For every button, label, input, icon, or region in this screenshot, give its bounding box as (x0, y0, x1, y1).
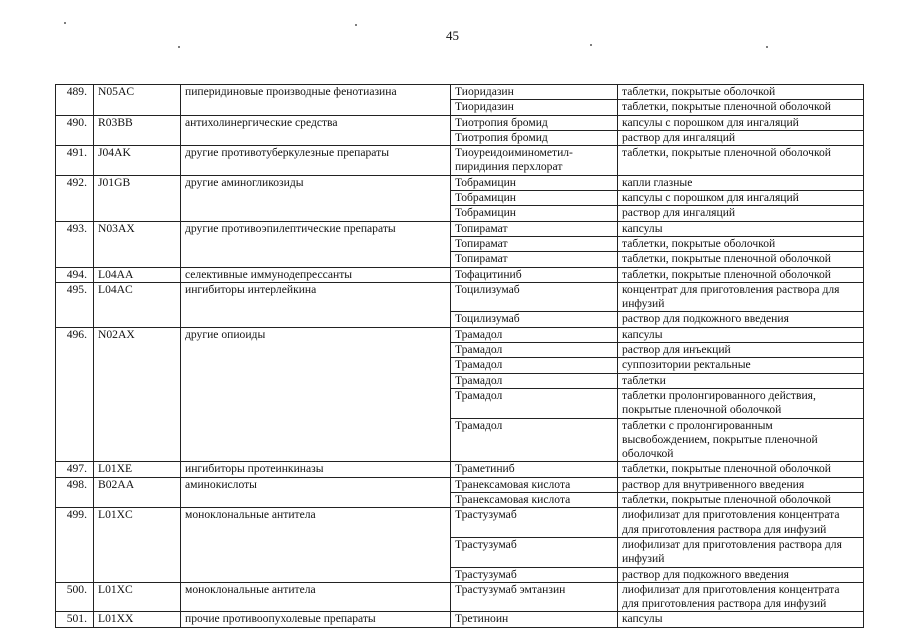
drug-name: Топирамат (451, 236, 618, 251)
dosage-form: капсулы (618, 221, 864, 236)
dosage-form: таблетки пролонгированного действия, покрытые пленочной оболочкой (618, 388, 864, 418)
dosage-form: капли глазные (618, 175, 864, 190)
drug-name: Транексамовая кислота (451, 493, 618, 508)
row-number: 501. (56, 612, 94, 627)
drug-name: Тобрамицин (451, 191, 618, 206)
atc-code: L01XC (94, 582, 181, 612)
table-row (56, 221, 864, 236)
drug-name: Трамадол (451, 373, 618, 388)
table-row (56, 582, 864, 612)
dosage-form: таблетки, покрытые пленочной оболочкой (618, 146, 864, 176)
pharmacological-group: селективные иммунодепрессанты (181, 267, 451, 282)
medicines-table-body (56, 85, 864, 628)
row-number: 499. (56, 508, 94, 582)
drug-name: Третиноин (451, 612, 618, 627)
drug-name: Тиотропия бромид (451, 130, 618, 145)
drug-name: Тофацитиниб (451, 267, 618, 282)
dosage-form: лиофилизат для приготовления концентрата для приготовления раствора для инфузий (618, 508, 864, 538)
scan-speck (590, 44, 592, 46)
drug-name: Тоцилизумаб (451, 282, 618, 312)
pharmacological-group: ингибиторы интерлейкина (181, 282, 451, 327)
dosage-form: таблетки, покрытые пленочной оболочкой (618, 462, 864, 477)
row-number: 489. (56, 85, 94, 116)
row-number: 492. (56, 175, 94, 221)
table-row (56, 477, 864, 492)
drug-name: Тобрамицин (451, 175, 618, 190)
drug-name: Тиоуреидоиминометил-пиридиния перхлорат (451, 146, 618, 176)
pharmacological-group: другие противотуберкулезные препараты (181, 146, 451, 176)
dosage-form: раствор для инъекций (618, 343, 864, 358)
table-row (56, 282, 864, 312)
scan-speck (766, 46, 768, 48)
drug-name: Трамадол (451, 327, 618, 342)
table-row (56, 175, 864, 190)
table-row (56, 462, 864, 477)
dosage-form: раствор для внутривенного введения (618, 477, 864, 492)
pharmacological-group: другие противоэпилептические препараты (181, 221, 451, 267)
dosage-form: концентрат для приготовления раствора для инфузий (618, 282, 864, 312)
atc-code: L04AC (94, 282, 181, 327)
dosage-form: капсулы с порошком для ингаляций (618, 191, 864, 206)
drug-name: Трастузумаб (451, 508, 618, 538)
scan-speck (178, 46, 180, 48)
table-row (56, 85, 864, 100)
table-row (56, 146, 864, 176)
dosage-form: раствор для ингаляций (618, 130, 864, 145)
atc-code: J01GB (94, 175, 181, 221)
drug-name: Траметиниб (451, 462, 618, 477)
dosage-form: таблетки, покрытые оболочкой (618, 236, 864, 251)
pharmacological-group: антихолинергические средства (181, 115, 451, 146)
atc-code: L01XC (94, 508, 181, 582)
drug-name: Тиотропия бромид (451, 115, 618, 130)
dosage-form: капсулы с порошком для ингаляций (618, 115, 864, 130)
dosage-form: таблетки, покрытые пленочной оболочкой (618, 252, 864, 267)
table-row (56, 115, 864, 130)
row-number: 498. (56, 477, 94, 508)
row-number: 500. (56, 582, 94, 612)
pharmacological-group: моноклональные антитела (181, 582, 451, 612)
scan-speck (64, 22, 66, 24)
dosage-form: раствор для подкожного введения (618, 567, 864, 582)
pharmacological-group: пиперидиновые производные фенотиазина (181, 85, 451, 116)
dosage-form: лиофилизат для приготовления концентрата для приготовления раствора для инфузий (618, 582, 864, 612)
drug-name: Тоцилизумаб (451, 312, 618, 327)
atc-code: L01XX (94, 612, 181, 627)
drug-name: Трамадол (451, 343, 618, 358)
dosage-form: таблетки с пролонгированным высвобождением, покрытые пленочной оболочкой (618, 418, 864, 462)
atc-code: N03AX (94, 221, 181, 267)
dosage-form: таблетки, покрытые оболочкой (618, 85, 864, 100)
dosage-form: таблетки, покрытые пленочной оболочкой (618, 493, 864, 508)
dosage-form: суппозитории ректальные (618, 358, 864, 373)
pharmacological-group: аминокислоты (181, 477, 451, 508)
atc-code: N02AX (94, 327, 181, 462)
pharmacological-group: другие опиоиды (181, 327, 451, 462)
table-row (56, 508, 864, 538)
dosage-form: раствор для подкожного введения (618, 312, 864, 327)
drug-name: Транексамовая кислота (451, 477, 618, 492)
drug-name: Трамадол (451, 418, 618, 462)
table-row (56, 612, 864, 627)
row-number: 497. (56, 462, 94, 477)
drug-name: Трамадол (451, 388, 618, 418)
dosage-form: раствор для ингаляций (618, 206, 864, 221)
atc-code: J04AK (94, 146, 181, 176)
dosage-form: таблетки, покрытые пленочной оболочкой (618, 100, 864, 115)
dosage-form: капсулы (618, 327, 864, 342)
pharmacological-group: прочие противоопухолевые препараты (181, 612, 451, 627)
row-number: 493. (56, 221, 94, 267)
row-number: 495. (56, 282, 94, 327)
page-number: 45 (446, 28, 459, 43)
dosage-form: таблетки (618, 373, 864, 388)
pharmacological-group: моноклональные антитела (181, 508, 451, 582)
dosage-form: лиофилизат для приготовления раствора для инфузий (618, 537, 864, 567)
drug-name: Тиоридазин (451, 100, 618, 115)
drug-name: Трастузумаб (451, 567, 618, 582)
row-number: 496. (56, 327, 94, 462)
table-row (56, 327, 864, 342)
row-number: 491. (56, 146, 94, 176)
atc-code: B02AA (94, 477, 181, 508)
row-number: 490. (56, 115, 94, 146)
atc-code: R03BB (94, 115, 181, 146)
scan-speck (355, 24, 357, 26)
drug-name: Трамадол (451, 358, 618, 373)
pharmacological-group: ингибиторы протеинкиназы (181, 462, 451, 477)
atc-code: L04AA (94, 267, 181, 282)
drug-name: Трастузумаб (451, 537, 618, 567)
atc-code: L01XE (94, 462, 181, 477)
drug-name: Топирамат (451, 221, 618, 236)
dosage-form: капсулы (618, 612, 864, 627)
table-row (56, 267, 864, 282)
atc-code: N05AC (94, 85, 181, 116)
drug-name: Топирамат (451, 252, 618, 267)
pharmacological-group: другие аминогликозиды (181, 175, 451, 221)
drug-name: Тобрамицин (451, 206, 618, 221)
drug-name: Тиоридазин (451, 85, 618, 100)
drug-name: Трастузумаб эмтанзин (451, 582, 618, 612)
dosage-form: таблетки, покрытые пленочной оболочкой (618, 267, 864, 282)
medicines-table (55, 84, 864, 628)
row-number: 494. (56, 267, 94, 282)
